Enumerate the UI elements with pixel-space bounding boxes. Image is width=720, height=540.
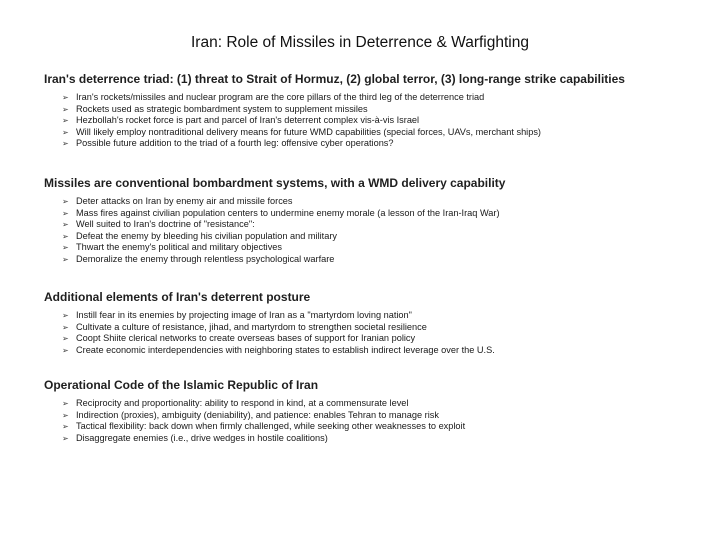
arrow-bullet-icon: ➢ [62,208,69,218]
list-item [62,398,465,410]
bullet-text: Demoralize the enemy through relentless psychological warfare [76,253,335,264]
list-item [62,254,505,266]
arrow-bullet-icon: ➢ [62,116,69,126]
section-heading: Operational Code of the Islamic Republic of Iran [44,378,319,392]
list-item [62,104,694,116]
arrow-bullet-icon: ➢ [62,410,69,420]
arrow-bullet-icon: ➢ [62,311,69,320]
list-item [62,433,465,445]
arrow-bullet-icon: ➢ [62,433,69,443]
bullet-text: Coopt Shiite clerical networks to create overseas bases of support for Iranian policy [76,333,416,344]
list-item [62,345,495,357]
arrow-bullet-icon: ➢ [62,422,69,432]
slide-content [44,72,694,443]
arrow-bullet-icon: ➢ [62,197,69,206]
slide-title: Iran: Role of Missiles in Deterrence & Warfighting [191,34,529,51]
arrow-bullet-icon: ➢ [62,93,69,102]
section-deterrent-posture [44,290,495,356]
arrow-bullet-icon: ➢ [62,127,69,137]
bullet-text: Thwart the enemy's political and military objectives [76,242,283,253]
bullet-text: Possible future addition to the triad of a fourth leg: offensive cyber operations? [76,138,394,149]
list-item [62,92,694,104]
list-item [62,115,694,127]
section-operational-code [44,378,465,444]
bullet-text: Cultivate a culture of resistance, jihad, and martyrdom to strengthen societal resilience [76,321,427,332]
bullet-text: Create economic interdependencies with neighboring states to establish indirect leverage over the U.S. [76,344,495,355]
bullet-text: Instill fear in its enemies by projecting image of Iran as a "martyrdom loving nation" [76,310,412,320]
bullet-text: Tactical flexibility: back down when firmly challenged, while seeking other weaknesses to exploit [76,421,466,432]
section-heading: Iran's deterrence triad: (1) threat to Strait of Hormuz, (2) global terror, (3) long-range strike capabilities [44,72,625,86]
bullet-text: Will likely employ nontraditional delivery means for future WMD capabilities (special forces, UAVs, merchant ships) [76,126,541,137]
list-item [62,333,495,345]
list-item [62,219,505,231]
bullet-text: Well suited to Iran's doctrine of "resistance": [76,219,255,230]
bullet-text: Reciprocity and proportionality: ability to respond in kind, at a commensurate level [76,398,409,408]
section-deterrence-triad [44,72,694,150]
list-item [62,127,694,139]
list-item [62,208,505,220]
arrow-bullet-icon: ➢ [62,254,69,264]
arrow-bullet-icon: ➢ [62,345,69,355]
section-heading: Additional elements of Iran's deterrent posture [44,290,311,304]
section-heading: Missiles are conventional bombardment systems, with a WMD delivery capability [44,176,506,190]
bullet-text: Deter attacks on Iran by enemy air and missile forces [76,196,293,206]
arrow-bullet-icon: ➢ [62,243,69,253]
list-item [62,421,465,433]
arrow-bullet-icon: ➢ [62,220,69,230]
bullet-text: Rockets used as strategic bombardment system to supplement missiles [76,103,368,114]
section-missiles-bombardment [44,176,505,266]
bullet-text: Mass fires against civilian population centers to undermine enemy morale (a lesson of the Iran-Iraq War) [76,207,500,218]
arrow-bullet-icon: ➢ [62,322,69,332]
list-item [62,196,505,208]
bullet-list [44,196,505,266]
arrow-bullet-icon: ➢ [62,399,69,408]
list-item [62,138,694,150]
arrow-bullet-icon: ➢ [62,231,69,241]
list-item [62,310,495,322]
bullet-list [44,310,495,356]
bullet-text: Hezbollah's rocket force is part and parcel of Iran's deterrent complex vis-à-vis Israel [76,115,420,126]
list-item [62,322,495,334]
bullet-text: Defeat the enemy by bleeding his civilian population and military [76,230,337,241]
bullet-list [44,92,694,150]
bullet-list [44,398,465,444]
list-item [62,410,465,422]
list-item [62,231,505,243]
arrow-bullet-icon: ➢ [62,104,69,114]
list-item [62,242,505,254]
bullet-text: Iran's rockets/missiles and nuclear program are the core pillars of the third leg of the deterrence triad [76,92,485,102]
arrow-bullet-icon: ➢ [62,334,69,344]
arrow-bullet-icon: ➢ [62,139,69,149]
bullet-text: Indirection (proxies), ambiguity (deniability), and patience: enables Tehran to manage risk [76,409,439,420]
bullet-text: Disaggregate enemies (i.e., drive wedges in hostile coalitions) [76,432,328,443]
